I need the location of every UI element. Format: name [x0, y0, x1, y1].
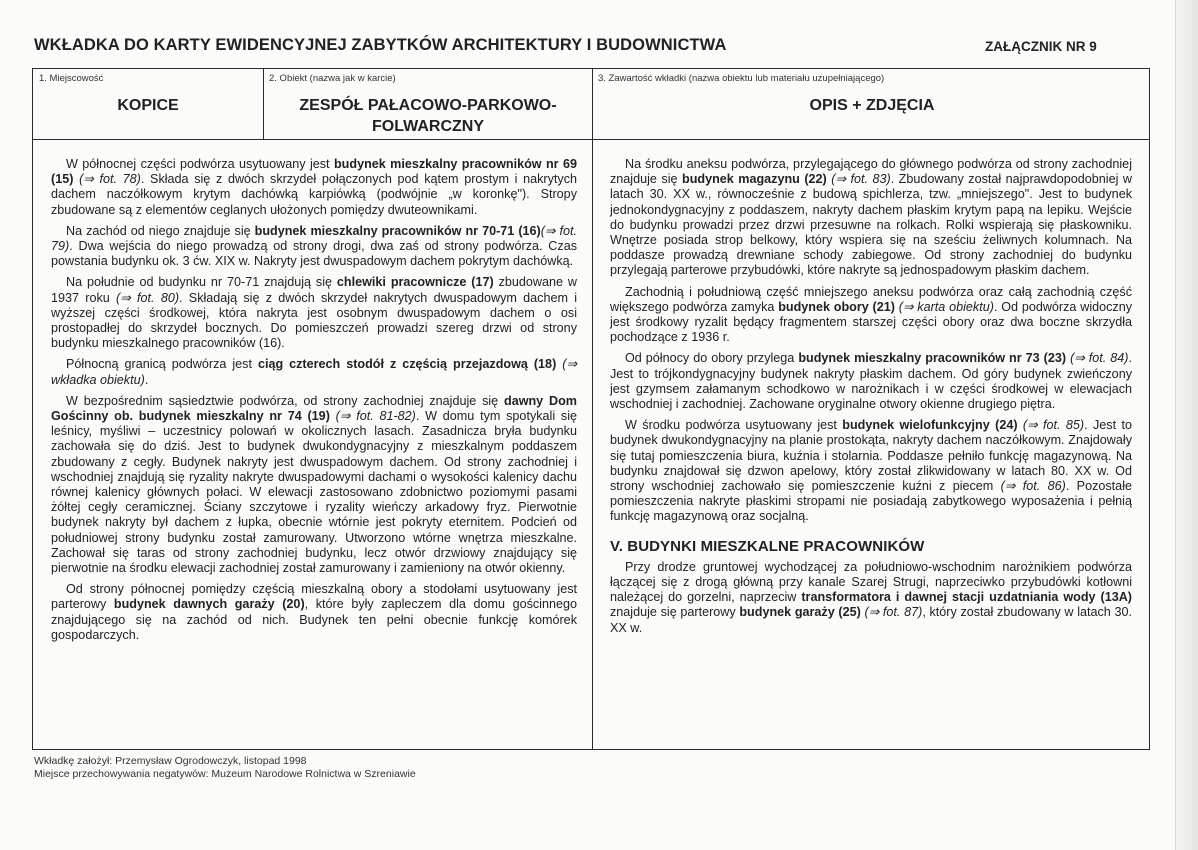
column-divider: [592, 69, 593, 749]
bold-run: budynek mieszkalny pracowników nr 69 (15): [51, 157, 577, 187]
field-3-value: OPIS + ZDJĘCIA: [809, 97, 935, 114]
reference-run: (⇒ fot. 86): [1000, 479, 1066, 494]
field-2-value: ZESPÓŁ PAŁACOWO-PARKOWO-FOLWARCZNY: [299, 97, 557, 135]
left-paragraph-2: [51, 224, 577, 270]
bold-run: budynek mieszkalny pracowników nr 73 (23): [798, 351, 1067, 366]
field-1-value: KOPICE: [117, 97, 179, 114]
left-paragraph-5: [51, 394, 577, 576]
left-paragraph-4: [51, 357, 577, 387]
left-paragraph-3: [51, 275, 577, 351]
field-3-label: 3. Zawartość wkładki (nazwa obiektu lub materiału uzupełniającego): [598, 73, 885, 84]
left-column: [51, 157, 577, 649]
text-run: , które były zapleczem dla domu gościnnego znajdującego się na zachód od nich. Budynek ten pełni obecnie funkcję komórek gospodarczych.: [51, 597, 578, 642]
right-paragraph-3: [610, 351, 1132, 412]
left-paragraph-1: [51, 157, 577, 218]
text-run: Od północy do obory przylega: [625, 351, 799, 366]
header-row-divider: [33, 139, 1149, 140]
reference-run: (⇒ fot. 81-82): [335, 409, 416, 424]
right-column: [610, 157, 1132, 642]
field-1-label: 1. Miejscowość: [39, 73, 104, 84]
text-run: .: [144, 372, 149, 387]
text-run: W środku podwórza usytuowany jest: [625, 418, 843, 433]
bold-run: budynek dawnych garaży (20): [113, 597, 305, 612]
text-run: Na zachód od niego znajduje się: [66, 223, 255, 238]
footer-archive: Miejsce przechowywania negatywów: Muzeum Narodowe Rolnictwa w Szreniawie: [34, 768, 416, 780]
bold-run: budynek mieszkalny pracowników nr 70-71 (16): [254, 223, 541, 238]
text-run: . Od podwórza widoczny jest środkowy ryzalit będący fragmentem starszej części obory oraz dwa boczne skrzydła pochodzące z 1936 r.: [610, 299, 1133, 345]
text-run: Na południe od budynku nr 70-71 znajdują się: [66, 275, 337, 290]
document-title: WKŁADKA DO KARTY EWIDENCYJNEJ ZABYTKÓW ARCHITEKTURY I BUDOWNICTWA: [34, 36, 727, 54]
right-paragraph-5: [610, 560, 1132, 636]
field-2-label: 2. Obiekt (nazwa jak w karcie): [269, 73, 396, 84]
text-run: . W domu tym spotykali się leśnicy, myśliwi – uczestnicy polowań w okolicznych lasach. Zasadnicza bryła budynku zachowała się do dziś. Jest to budynek dwukondygnacyjny z mieszkalnym poddaszem zbudowany z cegły. Budynek nakryty jest dwuspadowym dachem. Od strony zachodniej i wschodniej znajdują się ryzality nakryte dwuspadowymi dachami o wysokości kalenicy dachu równej kalenicy głównych połaci. W elewacji zastosowano zdobnictwo poziomymi pasami żółtej cegły ceramicznej. Ściany szczytowe i ryzality wieńczy arkadowy fryz. Pierwotnie budynek nakryty był dachem z łupka, obecnie wtórnie jest pokryty eternitem. Podcień od południowej strony budynku został zamurowany. Utworzono wtórne wnętrza mieszkalne. Zachował się taras od strony zachodniej budynku, lecz otwór drzwiowy znajdujący się pierwotnie na środku elewacji zachodniej został zamurowany i zamieniony na otwór okienny.: [51, 409, 578, 576]
text-run: . Dwa wejścia do niego prowadzą od strony drogi, dwa zaś od strony podwórza. Czas powstania budynku ok. 3 ćw. XIX w. Nakryty jest dwuspadowym dachem pokrytym dachówką.: [51, 239, 577, 269]
bold-run: ciąg czterech stodół z częścią przejazdową (18): [257, 357, 557, 372]
annex-label: ZAŁĄCZNIK NR 9: [985, 39, 1097, 54]
bold-run: budynek obory (21): [778, 299, 895, 314]
bold-run: budynek wielofunkcyjny (24): [842, 418, 1018, 433]
bold-run: budynek magazynu (22): [682, 172, 827, 187]
right-paragraph-1: [610, 157, 1132, 279]
reference-run: (⇒ fot. 78): [79, 172, 141, 187]
reference-run: (⇒ fot. 84): [1070, 351, 1129, 366]
reference-run: (⇒ karta obiektu): [898, 299, 994, 314]
right-paragraph-2: [610, 285, 1132, 346]
reference-run: (⇒ fot. 83): [831, 172, 891, 187]
text-run: W bezpośrednim sąsiedztwie podwórza, od strony zachodniej znajduje się: [66, 393, 504, 408]
bold-run: budynek garaży (25): [739, 605, 861, 620]
bold-run: chlewiki pracownicze (17): [336, 275, 494, 290]
reference-run: (⇒ fot. 85): [1022, 418, 1085, 433]
text-run: . Składa się z dwóch skrzydeł połączonych pod kątem prostym i nakrytych dachem naczółkowym krytym dachówką karpiówką (podwójnie „w koronkę"). Stropy zbudowane są z elementów ceglanych ułożonych pomiędzy dwuteownikami.: [51, 172, 578, 217]
text-run: znajduje się parterowy: [610, 605, 740, 620]
reference-run: (⇒ wkładka obiektu): [51, 357, 577, 387]
text-run: Zachodnią i południową część mniejszego aneksu podwórza oraz całą zachodnią część większego podwórza zamyka: [610, 284, 1132, 314]
text-run: Przy drodze gruntowej wychodzącej za południowo-wschodnim narożnikiem podwórza łączącej się z drogą główną przy kanale Szarej Strugi, naprzeciwko przybudówki kotłowni należącej do gorzelni, naprzeciw: [610, 559, 1132, 605]
text-run: . Jest to trójkondygnacyjny budynek nakryty płaskim dachem. Od góry budynek zwieńczony jest gzymsem załamanym schodkowo w narożnikach i w części środkowej w elewacjach wschodniej i zachodniej. Zachowane oryginalne otwory okienne drugiego piętra.: [610, 351, 1133, 412]
text-run: . Składają się z dwóch skrzydeł nakrytych dwuspadowym dachem i wyższej części środkowej, która nakryta jest osobnym dwuspadowym dachem o osi prostopadłej do skrzydeł bocznych. Do pomieszczeń prowadzi szereg drzwi od strony budynku mieszkalnego pracowników (16).: [51, 290, 577, 351]
bold-run: transformatora i dawnej stacji uzdatniania wody (13A): [801, 590, 1132, 605]
reference-run: (⇒ fot. 80): [116, 290, 180, 305]
section-heading: V. BUDYNKI MIESZKALNE PRACOWNIKÓW: [610, 537, 925, 555]
text-run: . Pozostałe pomieszczenia nakryte płaskimi stropami nie posiadają zabytkowego wyposażenia i pełnią funkcję magazynową oraz socjalną.: [610, 479, 1132, 524]
left-paragraph-6: [51, 582, 577, 643]
text-run: . Zbudowany został najprawdopodobniej w latach 30. XX w., równocześnie z budową spichlerza, tzw. „mniejszego". Jest to budynek jednokondygnacyjny z poddaszem, nakryty dachem płaskim krytym papą na lepiku. Wejście do budynku prowadzi przez drzwi przesuwne na rolkach. Rolki wspierają się płaskowniku. Wnętrze posiada strop belkowy, który wspiera się na sześciu żeliwnych kolumnach. Na poddasze prowadzą drewniane schody zabiegowe. Od strony zachodniej do budynku przylegają parterowe przybudówki, które nakryte są jednospadowym płaskim dachem.: [610, 172, 1132, 278]
header-divider-1: [263, 69, 264, 139]
text-run: W północnej części podwórza usytuowany jest: [66, 157, 334, 171]
form-frame: [32, 68, 1150, 750]
footer-author: Wkładkę założył: Przemysław Ogrodowczyk, listopad 1998: [34, 755, 307, 767]
text-run: . Jest to budynek dwukondygnacyjny na planie prostokąta, nakryty dachem naczółkowym. Znajdowały się tutaj pomieszczenia biura, kuźnia i stolarnia. Poddasze pełniło funkcję magazynową. Na budynku znajdował się dzwon apelowy, który został zlikwidowany w latach 80. XX w. Od strony wschodniej zachowało się pomieszczenie kuźni z piecem: [610, 418, 1132, 494]
right-paragraph-4: [610, 418, 1132, 524]
bold-run: dawny Dom Gościnny ob. budynek mieszkalny nr 74 (19): [51, 393, 577, 424]
text-run: Na środku aneksu podwórza, przylegającego do głównego podwórza od strony zachodniej znajduje się: [610, 157, 1132, 187]
text-run: Od strony północnej pomiędzy częścią mieszkalną obory a stodołami usytuowany jest parterowy: [51, 582, 577, 612]
reference-run: (⇒ fot. 79): [51, 223, 577, 254]
text-run: Północną granicą podwórza jest: [66, 357, 258, 372]
reference-run: (⇒ fot. 87): [864, 605, 923, 620]
text-run: , który został zbudowany w latach 30. XX w.: [610, 605, 1132, 635]
text-run: zbudowane w 1937 roku: [51, 275, 578, 305]
page-edge: [1175, 0, 1198, 850]
